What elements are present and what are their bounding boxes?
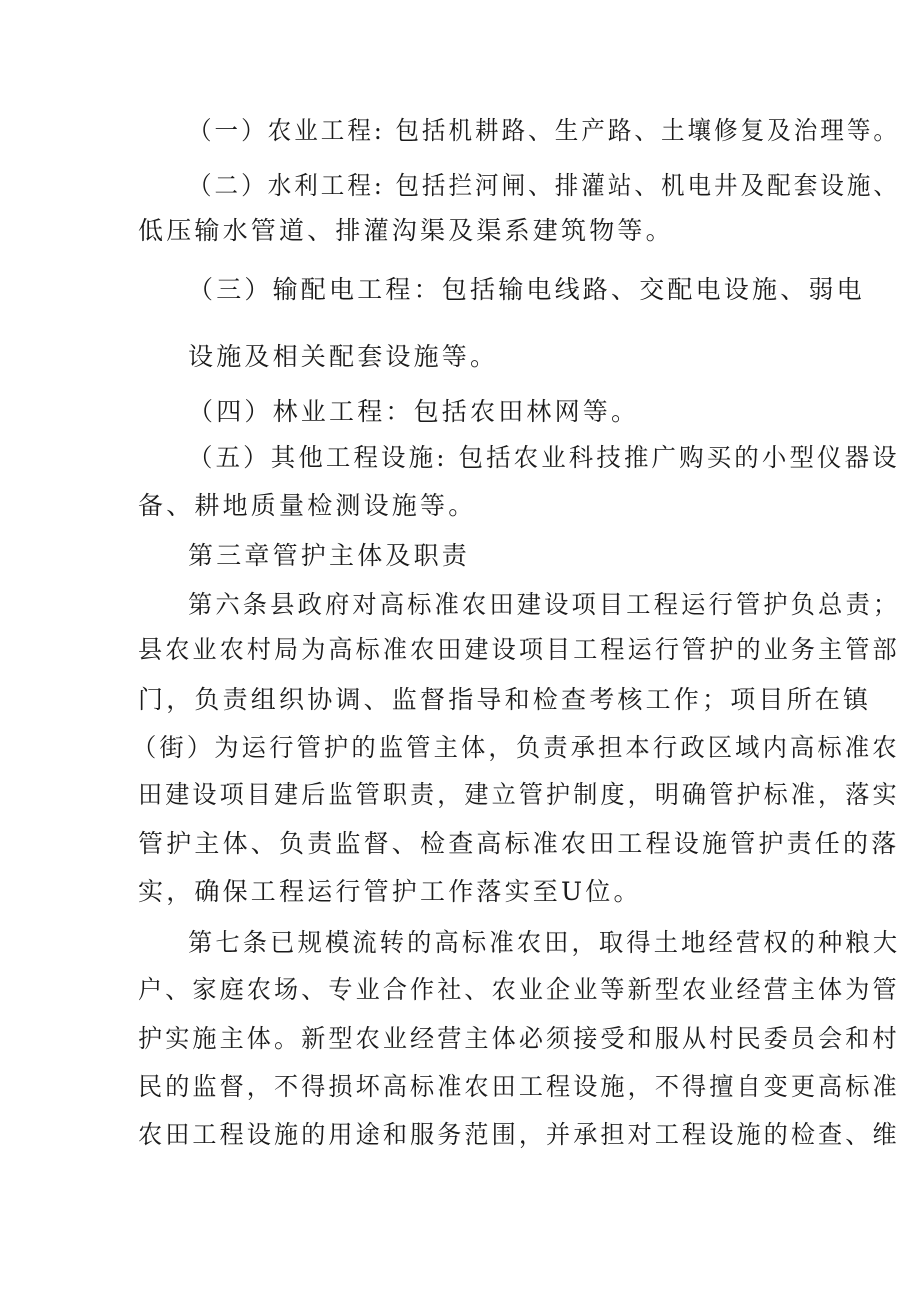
paragraph-line-5: 设施及相关配套设施等。 bbox=[188, 342, 499, 371]
paragraph-line-10: 第六条县政府对高标准农田建设项目工程运行管护负总责； bbox=[188, 590, 901, 619]
paragraph-line-2: （二）水利工程: 包括拦河闸、排灌站、机电井及配套设施、 bbox=[188, 171, 900, 200]
paragraph-line-16: 实，确保工程运行管护工作落实至U位。 bbox=[138, 877, 642, 906]
paragraph-line-6: （四）林业工程：包括农田林网等。 bbox=[188, 397, 640, 426]
paragraph-line-18: 户、家庭农场、专业合作社、农业企业等新型农业经营主体为管 bbox=[138, 975, 900, 1004]
paragraph-line-4: （三）输配电工程：包括输电线路、交配电设施、弱电 bbox=[188, 275, 865, 304]
paragraph-line-20: 民的监督，不得损坏高标准农田工程设施，不得擅自变更高标准 bbox=[138, 1072, 900, 1101]
paragraph-line-3: 低压输水管道、排灌沟渠及渠系建筑物等。 bbox=[138, 216, 674, 245]
paragraph-line-8: 备、耕地质量检测设施等。 bbox=[138, 491, 477, 520]
paragraph-line-19: 护实施主体。新型农业经营主体必须接受和服从村民委员会和村 bbox=[138, 1024, 900, 1053]
paragraph-line-21: 农田工程设施的用途和服务范围，并承担对工程设施的检查、维 bbox=[138, 1120, 900, 1149]
paragraph-line-14: 田建设项目建后监管职责，建立管护制度，明确管护标准，落实 bbox=[138, 780, 900, 809]
paragraph-line-7: （五）其他工程设施: 包括农业科技推广购买的小型仪器设 bbox=[188, 443, 900, 472]
paragraph-line-1: （一）农业工程: 包括机耕路、生产路、土壤修复及治理等。 bbox=[188, 116, 900, 145]
paragraph-line-13: （街）为运行管护的监管主体，负责承担本行政区域内高标准农 bbox=[132, 733, 900, 762]
paragraph-line-15: 管护主体、负责监督、检查高标准农田工程设施管护责任的落 bbox=[138, 829, 900, 858]
chapter-heading: 第三章管护主体及职责 bbox=[188, 541, 471, 570]
paragraph-line-12: 门，负责组织协调、监督指导和检查考核工作；项目所在镇 bbox=[138, 685, 872, 714]
paragraph-line-11: 县农业农村局为高标准农田建设项目工程运行管护的业务主管部 bbox=[138, 635, 900, 664]
paragraph-line-17: 第七条已规模流转的高标准农田，取得土地经营权的种粮大 bbox=[188, 928, 901, 957]
